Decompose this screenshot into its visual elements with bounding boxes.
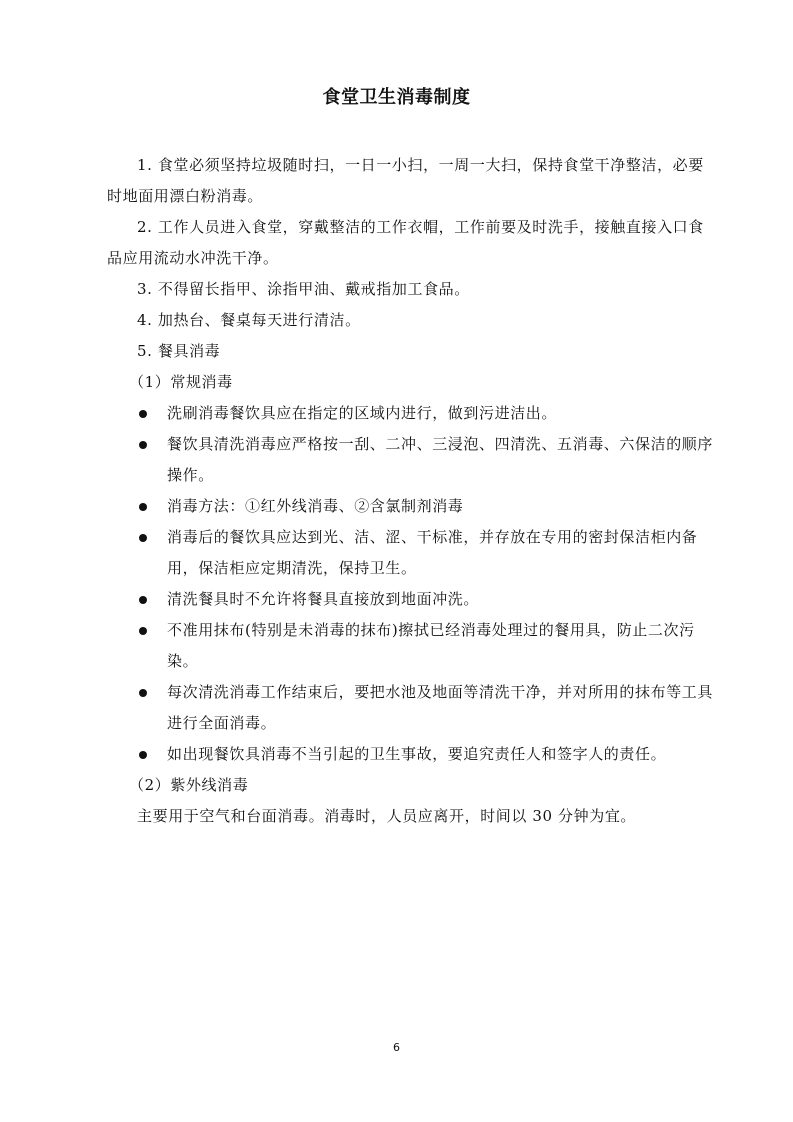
closing-paragraph: 主要用于空气和台面消毒。消毒时，人员应离开，时间以 30 分钟为宜。 bbox=[137, 807, 637, 825]
bullet-dot-icon bbox=[139, 441, 147, 449]
page-number: 6 bbox=[393, 1041, 400, 1054]
bullet-item bbox=[107, 677, 719, 739]
rule-item-4: 4. 加热台、餐桌每天进行清洁。 bbox=[137, 311, 361, 329]
bullet-item bbox=[107, 615, 719, 677]
bullet-dot-icon bbox=[139, 534, 147, 542]
rule-item-2: 2. 工作人员进入食堂，穿戴整洁的工作衣帽，工作前要及时洗手，接触直接入口食品应用流动水冲洗干净。 bbox=[107, 218, 704, 267]
document-body bbox=[107, 150, 719, 832]
bullet-text: 不准用抹布(特别是未消毒的抹布)擦拭已经消毒处理过的餐用具，防止二次污染。 bbox=[167, 621, 695, 670]
bullet-item bbox=[107, 584, 719, 615]
rule-item-1: 1. 食堂必须坚持垃圾随时扫，一日一小扫，一周一大扫，保持食堂干净整洁，必要时地面用漂白粉消毒。 bbox=[107, 156, 704, 205]
bullet-text: 清洗餐具时不允许将餐具直接放到地面冲洗。 bbox=[167, 590, 480, 608]
bullet-dot-icon bbox=[139, 596, 147, 604]
rule-item-5: 5. 餐具消毒 bbox=[137, 342, 221, 360]
bullet-item bbox=[107, 398, 719, 429]
bullet-text: 消毒后的餐饮具应达到光、洁、涩、干标准，并存放在专用的密封保洁柜内备用，保洁柜应定期清洗，保持卫生。 bbox=[167, 528, 698, 577]
bullet-text: 洗刷消毒餐饮具应在指定的区域内进行，做到污进洁出。 bbox=[167, 404, 558, 422]
bullet-dot-icon bbox=[139, 689, 147, 697]
bullet-item bbox=[107, 429, 719, 491]
bullet-text: 餐饮具清洗消毒应严格按一刮、二冲、三浸泡、四清洗、五消毒、六保洁的顺序操作。 bbox=[167, 435, 714, 484]
bullet-dot-icon bbox=[139, 627, 147, 635]
bullet-text: 每次清洗消毒工作结束后，要把水池及地面等清洗干净，并对所用的抹布等工具进行全面消毒。 bbox=[167, 683, 714, 732]
bullet-dot-icon bbox=[139, 751, 147, 759]
bullet-item bbox=[107, 491, 719, 522]
bullet-dot-icon bbox=[139, 410, 147, 418]
document-title: 食堂卫生消毒制度 bbox=[322, 87, 471, 108]
rule-item-3: 3. 不得留长指甲、涂指甲油、戴戒指加工食品。 bbox=[137, 280, 470, 298]
bullet-item bbox=[107, 522, 719, 584]
bullet-text: 消毒方法：①红外线消毒、②含氯制剂消毒 bbox=[167, 497, 464, 515]
subheading-uv-disinfection: （2）紫外线消毒 bbox=[129, 776, 249, 794]
bullet-item bbox=[107, 739, 719, 770]
subheading-routine-disinfection: （1）常规消毒 bbox=[129, 373, 233, 391]
bullet-dot-icon bbox=[139, 503, 147, 511]
bullet-text: 如出现餐饮具消毒不当引起的卫生事故，要追究责任人和签字人的责任。 bbox=[167, 745, 667, 763]
